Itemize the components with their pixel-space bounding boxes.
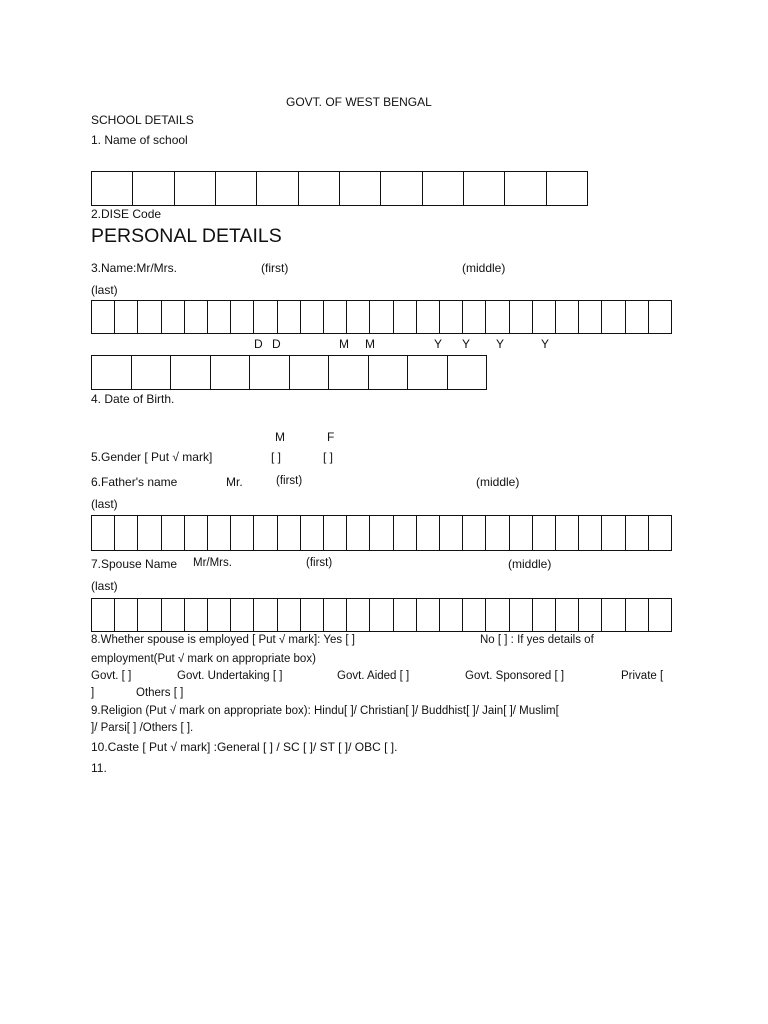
input-box[interactable]: [115, 599, 138, 631]
input-box[interactable]: [533, 301, 556, 333]
input-box[interactable]: [115, 301, 138, 333]
input-box[interactable]: [448, 356, 487, 389]
input-box[interactable]: [347, 599, 370, 631]
spouse-middle-hint: (middle): [508, 557, 552, 571]
input-box[interactable]: [579, 599, 602, 631]
input-box[interactable]: [208, 599, 231, 631]
input-box[interactable]: [381, 172, 422, 205]
dob-boxes[interactable]: [91, 355, 487, 390]
input-box[interactable]: [162, 516, 185, 550]
father-first-hint: (first): [276, 475, 303, 487]
input-box[interactable]: [257, 172, 298, 205]
employment-others-option[interactable]: Others [ ]: [136, 687, 184, 699]
input-box[interactable]: [278, 599, 301, 631]
input-box[interactable]: [175, 172, 216, 205]
input-box[interactable]: [533, 516, 556, 550]
input-box[interactable]: [440, 301, 463, 333]
spouse-name-boxes[interactable]: [91, 598, 672, 632]
input-box[interactable]: [138, 516, 161, 550]
input-box[interactable]: [486, 516, 509, 550]
name-first-hint: (first): [261, 261, 289, 275]
input-box[interactable]: [231, 516, 254, 550]
input-box[interactable]: [626, 301, 649, 333]
gender-m-heading: M: [275, 430, 285, 444]
q8-line2: employment(Put √ mark on appropriate box): [91, 653, 316, 665]
input-box[interactable]: [394, 516, 417, 550]
input-box[interactable]: [324, 516, 347, 550]
input-box[interactable]: [301, 301, 324, 333]
spouse-first-hint: (first): [306, 557, 333, 569]
input-box[interactable]: [486, 301, 509, 333]
school-section-heading: SCHOOL DETAILS: [91, 113, 194, 127]
input-box[interactable]: [423, 172, 464, 205]
dob-format-y1: Y: [434, 337, 443, 351]
input-box[interactable]: [92, 356, 132, 389]
gender-f-heading: F: [327, 430, 335, 444]
input-box[interactable]: [394, 599, 417, 631]
father-last-hint: (last): [91, 497, 118, 511]
input-box[interactable]: [290, 356, 330, 389]
input-box[interactable]: [278, 301, 301, 333]
input-box[interactable]: [649, 301, 671, 333]
input-box[interactable]: [231, 599, 254, 631]
gender-f-checkbox[interactable]: [ ]: [323, 450, 334, 464]
school-name-boxes[interactable]: [91, 171, 588, 206]
input-box[interactable]: [231, 301, 254, 333]
gender-label: 5.Gender [ Put √ mark]: [91, 450, 213, 464]
input-box[interactable]: [649, 516, 671, 550]
input-box[interactable]: [417, 301, 440, 333]
dob-format-d1: D: [254, 337, 263, 351]
input-box[interactable]: [408, 356, 448, 389]
input-box[interactable]: [324, 599, 347, 631]
input-box[interactable]: [347, 301, 370, 333]
input-box[interactable]: [370, 599, 393, 631]
input-box[interactable]: [92, 301, 115, 333]
input-box[interactable]: [626, 599, 649, 631]
input-box[interactable]: [185, 599, 208, 631]
dise-code-label: 2.DISE Code: [91, 207, 162, 221]
dob-label: 4. Date of Birth.: [91, 392, 175, 406]
input-box[interactable]: [138, 301, 161, 333]
input-box[interactable]: [92, 172, 133, 205]
input-box[interactable]: [370, 301, 393, 333]
input-box[interactable]: [463, 301, 486, 333]
input-box[interactable]: [579, 516, 602, 550]
input-box[interactable]: [510, 516, 533, 550]
input-box[interactable]: [340, 172, 381, 205]
input-box[interactable]: [463, 599, 486, 631]
input-box[interactable]: [579, 301, 602, 333]
q8-line1: 8.Whether spouse is employed [ Put √ mark]: Yes [ ]: [91, 634, 355, 646]
input-box[interactable]: [254, 301, 277, 333]
school-name-label: 1. Name of school: [91, 133, 188, 147]
input-box[interactable]: [133, 172, 174, 205]
input-box[interactable]: [278, 516, 301, 550]
input-box[interactable]: [394, 301, 417, 333]
input-box[interactable]: [254, 516, 277, 550]
employment-aided-option[interactable]: Govt. Aided [ ]: [337, 670, 410, 682]
personal-section-heading: PERSONAL DETAILS: [91, 225, 282, 247]
input-box[interactable]: [463, 516, 486, 550]
input-box[interactable]: [347, 516, 370, 550]
input-box[interactable]: [626, 516, 649, 550]
spouse-last-hint: (last): [91, 579, 118, 593]
input-box[interactable]: [440, 516, 463, 550]
employment-private-option[interactable]: Private [: [621, 670, 664, 682]
gender-m-checkbox[interactable]: [ ]: [271, 450, 282, 464]
dob-format-m1: M: [339, 337, 349, 351]
name-boxes[interactable]: [91, 300, 672, 334]
q8-line1-no: No [ ] : If yes details of: [480, 634, 594, 646]
religion-line2: ]/ Parsi[ ] /Others [ ].: [91, 722, 194, 734]
input-box[interactable]: [556, 301, 579, 333]
father-name-boxes[interactable]: [91, 515, 672, 551]
input-box[interactable]: [301, 599, 324, 631]
input-box[interactable]: [301, 516, 324, 550]
input-box[interactable]: [556, 516, 579, 550]
input-box[interactable]: [299, 172, 340, 205]
input-box[interactable]: [208, 301, 231, 333]
employment-govt-option[interactable]: Govt. [ ]: [91, 670, 132, 682]
religion-line1: 9.Religion (Put √ mark on appropriate box): Hindu[ ]/ Christian[ ]/ Buddhist[ ]/ Jain[ ]/ Muslim[: [91, 705, 559, 717]
input-box[interactable]: [329, 356, 369, 389]
input-box[interactable]: [115, 516, 138, 550]
question-11: 11.: [91, 761, 107, 775]
employment-private-close: ]: [91, 687, 95, 699]
input-box[interactable]: [533, 599, 556, 631]
input-box[interactable]: [250, 356, 290, 389]
input-box[interactable]: [132, 356, 172, 389]
input-box[interactable]: [602, 516, 625, 550]
input-box[interactable]: [464, 172, 505, 205]
input-box[interactable]: [486, 599, 509, 631]
input-box[interactable]: [510, 301, 533, 333]
input-box[interactable]: [162, 301, 185, 333]
dob-format-y3: Y: [496, 337, 505, 351]
dob-format-y4: Y: [541, 337, 550, 351]
input-box[interactable]: [254, 599, 277, 631]
input-box[interactable]: [602, 599, 625, 631]
father-name-label: 6.Father's name: [91, 475, 178, 489]
name-last-hint: (last): [91, 283, 118, 297]
father-middle-hint: (middle): [476, 475, 520, 489]
input-box[interactable]: [211, 356, 251, 389]
dob-format-m2: M: [365, 337, 375, 351]
input-box[interactable]: [505, 172, 546, 205]
input-box[interactable]: [649, 599, 671, 631]
spouse-title: Mr/Mrs.: [193, 557, 232, 569]
input-box[interactable]: [162, 599, 185, 631]
employment-undertaking-option[interactable]: Govt. Undertaking [ ]: [177, 670, 283, 682]
input-box[interactable]: [417, 516, 440, 550]
employment-sponsored-option[interactable]: Govt. Sponsored [ ]: [465, 670, 565, 682]
input-box[interactable]: [510, 599, 533, 631]
page-title: GOVT. OF WEST BENGAL: [286, 95, 432, 109]
input-box[interactable]: [92, 516, 115, 550]
input-box[interactable]: [370, 516, 393, 550]
input-box[interactable]: [216, 172, 257, 205]
spouse-name-label: 7.Spouse Name: [91, 557, 178, 571]
input-box[interactable]: [547, 172, 587, 205]
dob-format-y2: Y: [462, 337, 471, 351]
input-box[interactable]: [324, 301, 347, 333]
input-box[interactable]: [602, 301, 625, 333]
input-box[interactable]: [208, 516, 231, 550]
name-label: 3.Name:Mr/Mrs.: [91, 261, 178, 275]
dob-format-d2: D: [272, 337, 281, 351]
input-box[interactable]: [185, 301, 208, 333]
input-box[interactable]: [92, 599, 115, 631]
father-title: Mr.: [226, 475, 243, 489]
input-box[interactable]: [369, 356, 409, 389]
caste-line: 10.Caste [ Put √ mark] :General [ ] / SC [ ]/ ST [ ]/ OBC [ ].: [91, 740, 398, 754]
input-box[interactable]: [440, 599, 463, 631]
input-box[interactable]: [556, 599, 579, 631]
name-middle-hint: (middle): [462, 261, 506, 275]
input-box[interactable]: [185, 516, 208, 550]
input-box[interactable]: [417, 599, 440, 631]
input-box[interactable]: [171, 356, 211, 389]
input-box[interactable]: [138, 599, 161, 631]
